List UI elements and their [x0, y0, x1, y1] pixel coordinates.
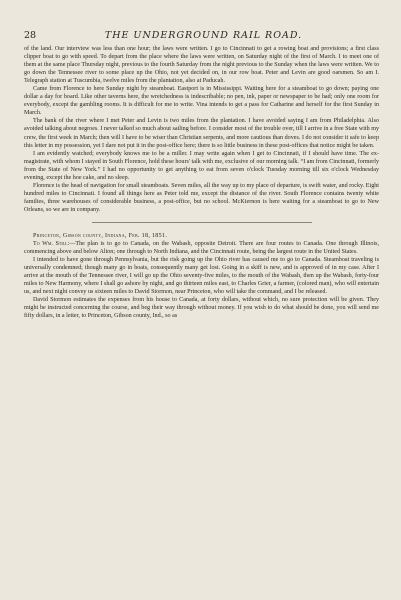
body-paragraph: of the land. Our interview was less than one hour; the laws were written. I go to Cincinnati to get a rowing boat and provisions; a first class clipper boat to go with speed. To depart from the place where the laws were written, on Saturday night of the first of March. I to meet one of them at the same place Thursday night, previous to the fourth Saturday from the night previous to the Sunday when the laws were written. We to go down the Tennessee river to some place up the Ohio, not yet decided on, in our row boat. Peter and Levin are good oarsmen. So am I. Telegraph station at Tuscumbia, twelve miles from the plantation, also at Paducah.: [24, 46, 379, 85]
running-title: THE UNDERGROUND RAIL ROAD.: [104, 30, 303, 41]
page-header: [24, 30, 379, 41]
letter-paragraph: [24, 240, 379, 256]
page-body: [24, 45, 379, 321]
section-divider: [92, 222, 312, 223]
letter-dateline: Princeton, Gibson county, Indiana, Feb. 18, 1851.: [33, 232, 168, 239]
letter-paragraph: I intended to have gone through Pennsylvania, but the risk going up the Ohio river has caused me to go to Canada. Steamboat traveling is universally condemned; though many go in boats, consequently many get lost. Going in a skiff is new, and is approved of in my case. After I arrive at the mouth of the Tennessee river, I will go up the Ohio seventy-five miles, to the mouth of the Wabash, then up the Wabash, forty-four miles to New Harmony, where I shall go ashore by night, and go thirteen miles east, to Charles Grier, a farmer, (colored man), who will entertain us, and next night convey us sixteen miles to David Stormon, near Princeton, who will take the command, and I be released.: [24, 257, 379, 296]
page-number: 28: [24, 30, 37, 41]
body-paragraph: I am evidently watched; everybody knows me to be a miller. I may write again when I get to Cincinnati, if I should have time. The ex-magistrate, with whom I stayed in South Florence, hold these hours' talk with me, exclusive of our morning talk. “I am from Cincinnati, formerly from the State of New York.” I had no opportunity to get anything to eat from seven o'clock Tuesday morning till six o'clock Wednesday evening, except the hoe cake, and no sleep.: [24, 150, 379, 181]
body-paragraph: Came from Florence to here Sunday night by steamboat. Eastport is in Mississippi. Waiting here for a steamboat to go down; paying one dollar a day for board. Like other taverns here, the wretchedness is indescribable; no pen, ink, paper or newspaper to be had; only one room for everybody, except the gambling rooms. It is difficult for me to write. Vina intends to get a pass for Catharine and herself for the first Sunday in March.: [24, 86, 379, 117]
body-paragraph: Florence is the head of navigation for small steamboats. Seven miles, all the way up to my place of departure, is swift water, and rocky. Eight hundred miles to Cincinnati. I found all things here as Peter told me, except the distance of the river. South Florence contains twenty white families, three warehouses of considerable business, a post-office, but no school. McKiernon is here waiting for a steamboat to go to New Orleans, so we are in company.: [24, 182, 379, 213]
letter-paragraph-text: The plan is to go to Canada, on the Wabash, opposite Detroit. There are four routes to Canada. One through Illinois, commencing above and below Alton; one through to North Indiana, and the Cincinnati route, being the largest route in the United States.: [24, 241, 379, 256]
letter: [24, 232, 379, 321]
body-paragraph: The bank of the river where I met Peter and Levin is two miles from the plantation. I have avoided saying I am from Philadelphia. Also avoided talking about negroes. I never talked so much about sailing before. I consider most of the trouble over, till I arrive in a free State with my crew, the first week in March; then will I have to be wiser than Christian serpents, and more cautious than doves. I do not consider it safe to keep this letter in my possession, yet I dare not put it in the post-office here; there is so little business in these post-offices that notice might be taken.: [24, 118, 379, 149]
letter-salutation: To Wm. Still:—: [33, 241, 76, 248]
letter-paragraph: David Stormon estimates the expenses from his house to Canada, at forty dollars, without which, no sure protection will be given. They might be instructed concerning the course, and beg their way through without money. If you wish to do what should be done, you will send me fifty dollars, in a letter, to Princeton, Gibson county, Ind., so as: [24, 297, 379, 320]
